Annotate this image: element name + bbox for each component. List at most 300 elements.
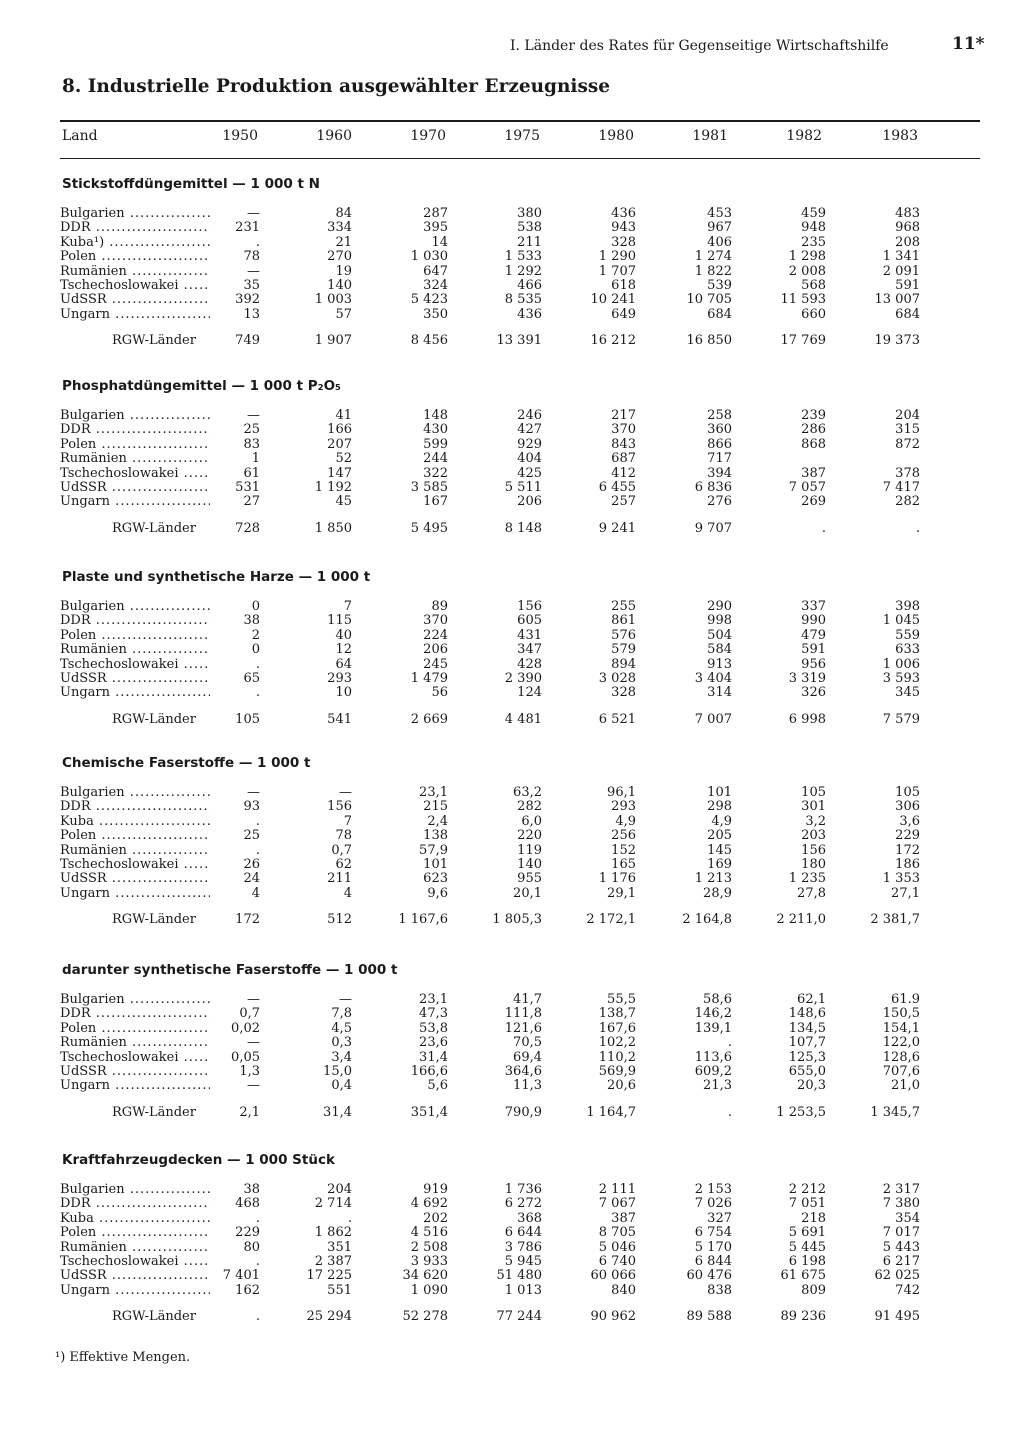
total-value: 1 805,3 [492, 912, 542, 928]
row-value: 861 [611, 613, 636, 629]
footnote: ¹) Effektive Mengen. [55, 1350, 191, 1365]
row-value: 8 705 [598, 1225, 636, 1241]
table-row [0, 614, 1024, 628]
row-value: 166 [327, 422, 352, 438]
row-land: UdSSR ..... [60, 481, 210, 495]
section-title: Phosphatdüngemittel — 1 000 t P₂O₅ [62, 378, 341, 394]
row-value: 26 [243, 857, 260, 872]
row-value: 62,1 [797, 992, 826, 1007]
row-value: 350 [423, 306, 448, 322]
row-value: 2 317 [882, 1182, 920, 1197]
row-value: 3 028 [598, 671, 636, 686]
row-value: 202 [423, 1210, 448, 1226]
row-value: 368 [517, 1210, 542, 1226]
total-value: . [821, 520, 826, 536]
row-value: 2 212 [788, 1182, 826, 1197]
row-value: 60 476 [686, 1268, 732, 1284]
row-value: 370 [611, 422, 636, 438]
row-value: 948 [801, 220, 826, 236]
table-row [0, 1226, 1024, 1240]
row-value: 6,0 [521, 813, 542, 829]
row-value: 7 [343, 813, 352, 829]
row-value: 0 [251, 599, 260, 614]
header-year: 1960 [316, 128, 352, 144]
row-value: 15,0 [323, 1064, 352, 1079]
row-value: 229 [895, 828, 920, 844]
row-land: Bulgarien ..... [60, 207, 210, 221]
row-value: 258 [707, 408, 732, 423]
row-value: 2 390 [504, 671, 542, 686]
row-value: 809 [801, 1282, 826, 1298]
total-value: 1 850 [314, 520, 352, 536]
row-value: 3 593 [882, 671, 920, 686]
table-row [0, 236, 1024, 250]
row-value: 205 [707, 828, 732, 844]
header-year: 1975 [504, 128, 540, 144]
row-value: 12 [335, 642, 352, 658]
row-value: 717 [707, 451, 732, 467]
row-value: 1 290 [598, 249, 636, 265]
row-value: 868 [801, 436, 826, 452]
section-title: Plaste und synthetische Harze — 1 000 t [62, 569, 371, 585]
row-value: 1 736 [504, 1182, 542, 1197]
row-value: — [247, 992, 260, 1007]
row-value: 5 046 [598, 1239, 636, 1255]
row-value: 655,0 [788, 1064, 826, 1079]
header-year: 1981 [692, 128, 728, 144]
table-row [0, 279, 1024, 293]
row-value: 392 [235, 292, 260, 308]
row-value: 7 057 [788, 480, 826, 495]
row-value: 4,5 [331, 1020, 352, 1036]
total-value: 541 [327, 711, 352, 727]
row-value: 618 [611, 278, 636, 293]
row-value: 5 423 [410, 292, 448, 308]
total-value: 4 481 [504, 711, 542, 727]
row-value: — [247, 1035, 260, 1051]
row-value: 0,02 [231, 1020, 260, 1036]
row-value: 7 067 [598, 1196, 636, 1212]
row-value: 6 740 [598, 1254, 636, 1269]
total-value: 8 148 [504, 520, 542, 536]
total-label: RGW-Länder [112, 1104, 196, 1120]
row-value: 929 [517, 436, 542, 452]
row-value: 115 [327, 613, 352, 629]
row-land: DDR ..... [60, 1197, 210, 1211]
row-value: 956 [801, 656, 826, 672]
row-value: 1 274 [694, 249, 732, 265]
row-value: 218 [801, 1210, 826, 1226]
section-title: Chemische Faserstoffe — 1 000 t [62, 755, 311, 771]
row-land: UdSSR ..... [60, 1269, 210, 1283]
row-value: 599 [423, 436, 448, 452]
row-value: 1 292 [504, 263, 542, 279]
table-row [0, 481, 1024, 495]
table-row [0, 452, 1024, 466]
row-value: 8 535 [504, 292, 542, 308]
table-row [0, 1065, 1024, 1079]
row-value: 2 111 [598, 1182, 636, 1197]
row-value: 2 [251, 627, 260, 643]
row-value: 11 593 [780, 292, 826, 308]
table-row [0, 1255, 1024, 1269]
row-value: 1 707 [598, 263, 636, 279]
row-value: 1 [251, 451, 260, 467]
row-land: Polen ..... [60, 1022, 210, 1036]
row-value: 293 [611, 799, 636, 815]
total-value: 2,1 [239, 1104, 260, 1120]
row-value: 1 176 [598, 871, 636, 887]
row-value: 96,1 [607, 785, 636, 800]
row-value: 111,8 [504, 1006, 542, 1022]
row-value: 55,5 [607, 992, 636, 1007]
row-value: 246 [517, 408, 542, 423]
row-value: 269 [801, 494, 826, 510]
table-row [0, 815, 1024, 829]
total-value: 77 244 [496, 1309, 542, 1325]
row-value: 3 585 [410, 480, 448, 495]
total-value: . [727, 1104, 732, 1120]
row-value: 6 644 [504, 1225, 542, 1241]
row-value: 101 [707, 785, 732, 800]
row-value: 38 [243, 1182, 260, 1197]
row-land: DDR ..... [60, 221, 210, 235]
row-value: 290 [707, 599, 732, 614]
row-value: 34 620 [402, 1268, 448, 1284]
row-value: 387 [611, 1210, 636, 1226]
total-value: . [915, 520, 920, 536]
table-row [0, 265, 1024, 279]
row-value: 217 [611, 408, 636, 423]
row-value: 840 [611, 1282, 636, 1298]
row-value: 559 [895, 627, 920, 643]
section-title: darunter synthetische Faserstoffe — 1 000 t [62, 962, 398, 978]
row-value: 211 [517, 234, 542, 250]
row-value: 105 [801, 785, 826, 800]
total-value: 790,9 [504, 1104, 542, 1120]
total-value: 2 669 [410, 711, 448, 727]
row-land: UdSSR ..... [60, 672, 210, 686]
row-value: 742 [895, 1282, 920, 1298]
row-value: 605 [517, 613, 542, 629]
table-row [0, 423, 1024, 437]
row-value: 215 [423, 799, 448, 815]
row-value: 538 [517, 220, 542, 236]
page-number: 11* [952, 34, 985, 54]
row-value: 45 [335, 494, 352, 510]
row-value: 282 [895, 494, 920, 510]
row-value: 146,2 [694, 1006, 732, 1022]
row-land: UdSSR ..... [60, 872, 210, 886]
row-value: 113,6 [694, 1049, 732, 1065]
row-value: 27,8 [797, 885, 826, 901]
row-value: 169 [707, 857, 732, 872]
table-row [0, 829, 1024, 843]
row-value: 57 [335, 306, 352, 322]
row-value: 6 272 [504, 1196, 542, 1212]
row-value: 430 [423, 422, 448, 438]
row-value: 468 [235, 1196, 260, 1212]
total-value: 1 907 [314, 333, 352, 349]
total-value: 90 962 [590, 1309, 636, 1325]
row-value: 121,6 [504, 1020, 542, 1036]
row-value: 19 [335, 263, 352, 279]
row-value: 56 [431, 685, 448, 701]
row-land: Ungarn ..... [60, 887, 210, 901]
total-value: 25 294 [306, 1309, 352, 1325]
row-value: 83 [243, 436, 260, 452]
row-land: Ungarn ..... [60, 495, 210, 509]
row-value: 27 [243, 494, 260, 510]
row-value: 4 516 [410, 1225, 448, 1241]
row-value: 14 [431, 234, 448, 250]
row-value: 327 [707, 1210, 732, 1226]
row-land: DDR ..... [60, 800, 210, 814]
row-value: 58,6 [703, 992, 732, 1007]
row-value: 504 [707, 627, 732, 643]
row-value: 1,3 [239, 1064, 260, 1079]
table-row [0, 993, 1024, 1007]
row-value: 93 [243, 799, 260, 815]
row-value: 483 [895, 206, 920, 221]
row-value: 211 [327, 871, 352, 887]
row-value: . [255, 685, 260, 701]
row-land: Bulgarien ..... [60, 600, 210, 614]
row-value: 387 [801, 465, 826, 481]
row-value: 52 [335, 451, 352, 467]
row-value: 287 [423, 206, 448, 221]
row-value: 145 [707, 842, 732, 858]
total-label: RGW-Länder [112, 1309, 196, 1325]
row-value: 4,9 [615, 813, 636, 829]
row-value: 101 [423, 857, 448, 872]
row-value: 4,9 [711, 813, 732, 829]
row-value: 7 380 [882, 1196, 920, 1212]
row-value: 354 [895, 1210, 920, 1226]
row-value: 62 025 [874, 1268, 920, 1284]
table-row [0, 1183, 1024, 1197]
row-value: 13 [243, 306, 260, 322]
total-row [0, 521, 1024, 537]
row-value: — [247, 263, 260, 279]
row-value: 61 [243, 465, 260, 481]
row-land: UdSSR ..... [60, 1065, 210, 1079]
row-value: 28,9 [703, 885, 732, 901]
row-land: Rumänien ..... [60, 844, 210, 858]
row-value: 684 [895, 306, 920, 322]
row-value: 2 714 [314, 1196, 352, 1212]
row-value: 2 508 [410, 1239, 448, 1255]
row-value: 2 091 [882, 263, 920, 279]
row-value: 282 [517, 799, 542, 815]
row-value: . [255, 1210, 260, 1226]
header-year: 1970 [410, 128, 446, 144]
row-value: 41 [335, 408, 352, 423]
row-value: 436 [611, 206, 636, 221]
row-value: 6 455 [598, 480, 636, 495]
row-value: 1 045 [882, 613, 920, 629]
row-value: 0,3 [331, 1035, 352, 1051]
row-value: 270 [327, 249, 352, 265]
row-value: 3,2 [805, 813, 826, 829]
table-row [0, 495, 1024, 509]
total-value: 728 [235, 520, 260, 536]
row-value: 4 692 [410, 1196, 448, 1212]
row-value: 404 [517, 451, 542, 467]
total-value: 512 [327, 912, 352, 928]
row-value: 3 319 [788, 671, 826, 686]
row-value: 61.9 [891, 992, 920, 1007]
row-value: 623 [423, 871, 448, 887]
row-value: 231 [235, 220, 260, 236]
row-land: Kuba ..... [60, 1212, 210, 1226]
header-land: Land [62, 128, 98, 144]
row-value: 20,3 [797, 1078, 826, 1094]
table-row [0, 1022, 1024, 1036]
table-row [0, 1212, 1024, 1226]
row-land: Rumänien ..... [60, 265, 210, 279]
row-land: DDR ..... [60, 423, 210, 437]
row-value: 466 [517, 278, 542, 293]
row-value: 894 [611, 656, 636, 672]
row-value: 4 [343, 885, 352, 901]
row-land: Ungarn ..... [60, 686, 210, 700]
row-value: 4 [251, 885, 260, 901]
row-land: Polen ..... [60, 438, 210, 452]
row-value: 21 [335, 234, 352, 250]
row-value: 17 225 [306, 1268, 352, 1284]
row-land: Bulgarien ..... [60, 409, 210, 423]
row-value: 412 [611, 465, 636, 481]
row-value: 21,0 [891, 1078, 920, 1094]
row-value: 207 [327, 436, 352, 452]
row-value: 7 026 [694, 1196, 732, 1212]
row-value: 328 [611, 234, 636, 250]
row-value: 955 [517, 871, 542, 887]
total-value: 89 236 [780, 1309, 826, 1325]
row-value: 579 [611, 642, 636, 658]
row-value: 7 [343, 599, 352, 614]
row-value: 866 [707, 436, 732, 452]
row-value: 1 003 [314, 292, 352, 308]
total-value: 2 211,0 [776, 912, 826, 928]
row-land: Bulgarien ..... [60, 993, 210, 1007]
row-value: 24 [243, 871, 260, 887]
row-value: . [255, 656, 260, 672]
table-row [0, 844, 1024, 858]
row-value: 38 [243, 613, 260, 629]
row-value: 40 [335, 627, 352, 643]
row-value: 122,0 [882, 1035, 920, 1051]
total-value: 8 456 [410, 333, 448, 349]
row-value: 60 066 [590, 1268, 636, 1284]
header-year: 1983 [882, 128, 918, 144]
row-land: Tschechoslowakei ..... [60, 1255, 210, 1269]
total-value: 91 495 [874, 1309, 920, 1325]
row-value: 62 [335, 857, 352, 872]
row-land: Rumänien ..... [60, 1241, 210, 1255]
table-row [0, 786, 1024, 800]
table-title: 8. Industrielle Produktion ausgewählter Erzeugnisse [62, 76, 611, 97]
row-value: — [339, 785, 352, 800]
total-value: . [255, 1309, 260, 1325]
row-value: 7,8 [331, 1006, 352, 1022]
row-value: 364,6 [504, 1064, 542, 1079]
row-value: 6 836 [694, 480, 732, 495]
row-value: 7 051 [788, 1196, 826, 1212]
row-value: 380 [517, 206, 542, 221]
header-year: 1980 [598, 128, 634, 144]
row-value: 9,6 [427, 885, 448, 901]
row-value: 3,6 [899, 813, 920, 829]
row-value: 286 [801, 422, 826, 438]
table-row [0, 221, 1024, 235]
total-value: 749 [235, 333, 260, 349]
row-value: 913 [707, 656, 732, 672]
row-value: 235 [801, 234, 826, 250]
row-value: 6 754 [694, 1225, 732, 1241]
row-land: Rumänien ..... [60, 643, 210, 657]
row-value: 1 862 [314, 1225, 352, 1241]
row-value: 1 822 [694, 263, 732, 279]
row-value: 649 [611, 306, 636, 322]
total-value: 17 769 [780, 333, 826, 349]
row-land: UdSSR ..... [60, 293, 210, 307]
row-value: 609,2 [694, 1064, 732, 1079]
row-value: 531 [235, 480, 260, 495]
row-value: 107,7 [788, 1035, 826, 1051]
row-value: 591 [895, 278, 920, 293]
row-value: 459 [801, 206, 826, 221]
row-value: 7 401 [222, 1268, 260, 1284]
row-value: 2 153 [694, 1182, 732, 1197]
total-value: 7 007 [694, 711, 732, 727]
row-value: 156 [517, 599, 542, 614]
total-value: 6 998 [788, 711, 826, 727]
table-row [0, 800, 1024, 814]
row-value: 110,2 [598, 1049, 636, 1065]
row-value: 551 [327, 1282, 352, 1298]
row-value: 53,8 [419, 1020, 448, 1036]
row-value: 152 [611, 842, 636, 858]
row-value: 64 [335, 656, 352, 672]
row-value: 154,1 [882, 1020, 920, 1036]
row-value: 102,2 [598, 1035, 636, 1051]
header-rule-top [60, 120, 980, 122]
row-value: 255 [611, 599, 636, 614]
row-value: 306 [895, 799, 920, 815]
total-value: 5 495 [410, 520, 448, 536]
row-value: 31,4 [419, 1049, 448, 1065]
row-value: 360 [707, 422, 732, 438]
row-value: 322 [423, 465, 448, 481]
row-value: 206 [517, 494, 542, 510]
row-value: 89 [431, 599, 448, 614]
table-row [0, 1036, 1024, 1050]
total-value: 13 391 [496, 333, 542, 349]
row-value: 351 [327, 1239, 352, 1255]
row-value: 687 [611, 451, 636, 467]
row-value: 427 [517, 422, 542, 438]
row-land: Polen ..... [60, 250, 210, 264]
row-value: 370 [423, 613, 448, 629]
total-label: RGW-Länder [112, 520, 196, 536]
total-row [0, 333, 1024, 349]
row-value: 684 [707, 306, 732, 322]
total-value: 9 241 [598, 520, 636, 536]
row-value: . [255, 813, 260, 829]
row-value: 244 [423, 451, 448, 467]
